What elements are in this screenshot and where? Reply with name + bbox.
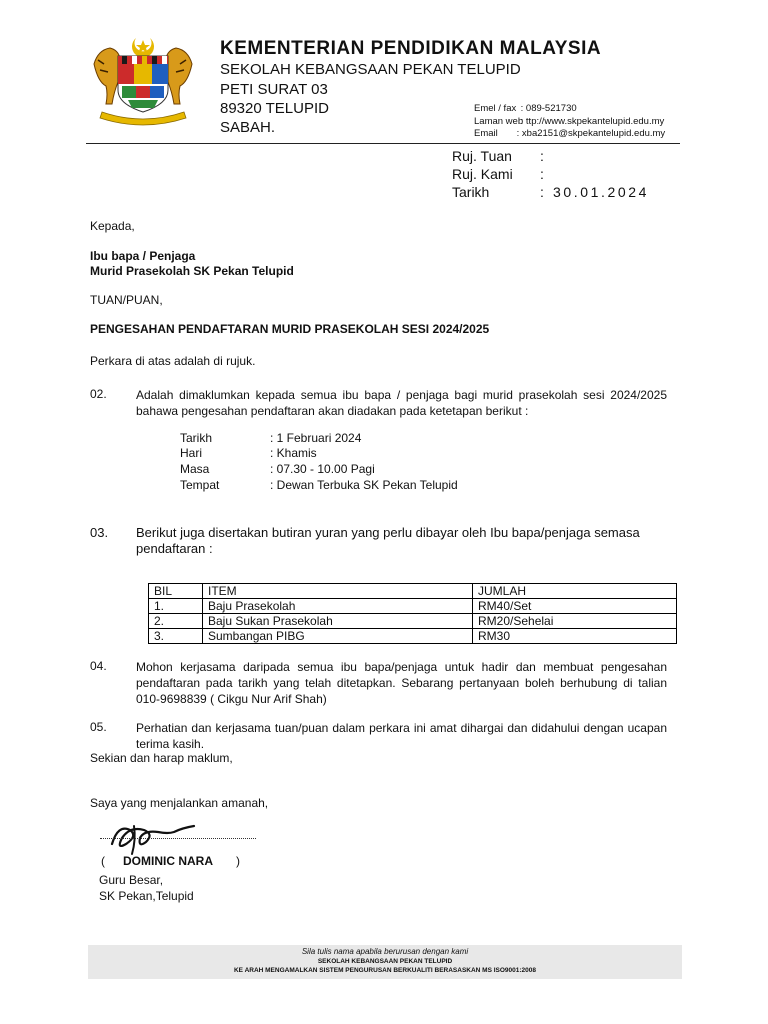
- para-05-text: Perhatian dan kerjasama tuan/puan dalam perkara ini amat dihargai dan didahului dengan ucapan terima kasih.: [136, 721, 667, 751]
- para-04-number: 04.: [90, 659, 107, 673]
- detail-row: [180, 431, 361, 445]
- ruj-tuan-row: [452, 148, 544, 164]
- para-02-number: 02.: [90, 387, 107, 401]
- detail-row: [180, 478, 458, 492]
- signatory-school: SK Pekan,Telupid: [99, 889, 194, 903]
- ministry-title: KEMENTERIAN PENDIDIKAN MALAYSIA: [220, 38, 602, 59]
- fax-line: [474, 103, 577, 114]
- email-label: Email: [474, 128, 498, 139]
- table-cell: Baju Prasekolah: [203, 599, 473, 614]
- footer-note: Sila tulis nama apabila berurusan dengan kami: [301, 947, 469, 956]
- fax-value: : 089-521730: [520, 103, 577, 114]
- trust-line: Saya yang menjalankan amanah,: [90, 796, 269, 810]
- table-header-cell: ITEM: [203, 584, 473, 599]
- closing-line: Sekian dan harap maklum,: [90, 751, 233, 765]
- detail-label: Tarikh: [180, 431, 213, 445]
- detail-value: : Dewan Terbuka SK Pekan Telupid: [270, 478, 458, 492]
- para-04-text: Mohon kerjasama daripada semua ibu bapa/penjaga untuk hadir dan membuat pengesahan pendaftaran pada tarikh yang telah ditetapkan. Sebarang pertanyaan boleh berhubung di talian 010-9698839 ( Cikgu Nur Arif Shah): [136, 660, 667, 706]
- para-03-number: 03.: [90, 525, 109, 540]
- table-cell: Baju Sukan Prasekolah: [203, 614, 473, 629]
- footer-quality-statement: KE ARAH MENGAMALKAN SISTEM PENGURUSAN BERKUALITI BERASASKAN MS ISO9001:2008: [233, 967, 537, 974]
- state: SABAH.: [220, 119, 276, 136]
- table-cell: RM40/Set: [473, 599, 677, 614]
- detail-label: Tempat: [180, 478, 220, 492]
- email-line: [474, 128, 665, 139]
- ruj-kami-label: Ruj. Kami: [452, 166, 513, 182]
- recipient-line-1: Ibu bapa / Penjaga: [90, 249, 196, 263]
- signature-line: [100, 838, 256, 839]
- signatory-title: Guru Besar,: [99, 873, 164, 887]
- ruj-kami-row: [452, 166, 544, 182]
- email-value[interactable]: : xba2151@skpekantelupid.edu.my: [516, 128, 666, 139]
- web-line: [474, 116, 664, 127]
- table-cell: Sumbangan PIBG: [203, 629, 473, 644]
- header-divider: [86, 143, 680, 144]
- ruj-tuan-label: Ruj. Tuan: [452, 148, 512, 164]
- table-cell: RM20/Sehelai: [473, 614, 677, 629]
- tarikh-row: [452, 184, 649, 200]
- para-03-text: Berikut juga disertakan butiran yuran yang perlu dibayar oleh Ibu bapa/penjaga semasa pendaftaran :: [136, 525, 640, 556]
- web-value[interactable]: : ttp://www.skpekantelupid.edu.my: [520, 116, 665, 127]
- para-05-number: 05.: [90, 720, 107, 734]
- table-cell: 2.: [149, 614, 203, 629]
- postcode-town: 89320 TELUPID: [220, 100, 329, 117]
- fax-label: Emel / fax: [474, 103, 517, 114]
- table-cell: 3.: [149, 629, 203, 644]
- web-label: Laman web: [474, 116, 524, 127]
- recipient-line-2: Murid Prasekolah SK Pekan Telupid: [90, 264, 294, 278]
- table-cell: RM30: [473, 629, 677, 644]
- detail-value: : 07.30 - 10.00 Pagi: [270, 462, 375, 476]
- to-label: Kepada,: [90, 219, 135, 233]
- detail-row: [180, 462, 375, 476]
- table-header-row: [149, 584, 677, 599]
- malaysia-coat-of-arms-icon: [84, 34, 202, 126]
- salutation: TUAN/PUAN,: [90, 293, 163, 307]
- table-cell: 1.: [149, 599, 203, 614]
- po-box: PETI SURAT 03: [220, 81, 328, 98]
- ruj-tuan-value: :: [540, 148, 544, 164]
- detail-row: [180, 446, 317, 460]
- table-row: [149, 599, 677, 614]
- ruj-kami-value: :: [540, 166, 544, 182]
- tarikh-value: : 30.01.2024: [540, 184, 650, 200]
- table-row: [149, 629, 677, 644]
- footer-school: SEKOLAH KEBANGSAAN PEKAN TELUPID: [317, 958, 453, 965]
- tarikh-label: Tarikh: [452, 184, 490, 200]
- fee-table: [148, 583, 677, 644]
- signatory-name: DOMINIC NARA: [123, 854, 213, 868]
- signatory-paren-open: (: [101, 854, 105, 868]
- table-row: [149, 614, 677, 629]
- subject-line: PENGESAHAN PENDAFTARAN MURID PRASEKOLAH SESI 2024/2025: [90, 322, 490, 336]
- para-02-text: Adalah dimaklumkan kepada semua ibu bapa / penjaga bagi murid prasekolah sesi 2024/2025 bahawa pengesahan pendaftaran akan diadakan pada ketetapan berikut :: [136, 388, 667, 418]
- detail-value: : 1 Februari 2024: [270, 431, 362, 445]
- signatory-paren-close: ): [236, 854, 240, 868]
- intro-line: Perkara di atas adalah di rujuk.: [90, 354, 256, 368]
- school-name: SEKOLAH KEBANGSAAN PEKAN TELUPID: [220, 61, 521, 78]
- detail-value: : Khamis: [270, 446, 317, 460]
- table-header-cell: BIL: [149, 584, 203, 599]
- table-header-cell: JUMLAH: [473, 584, 677, 599]
- detail-label: Masa: [180, 462, 210, 476]
- detail-label: Hari: [180, 446, 203, 460]
